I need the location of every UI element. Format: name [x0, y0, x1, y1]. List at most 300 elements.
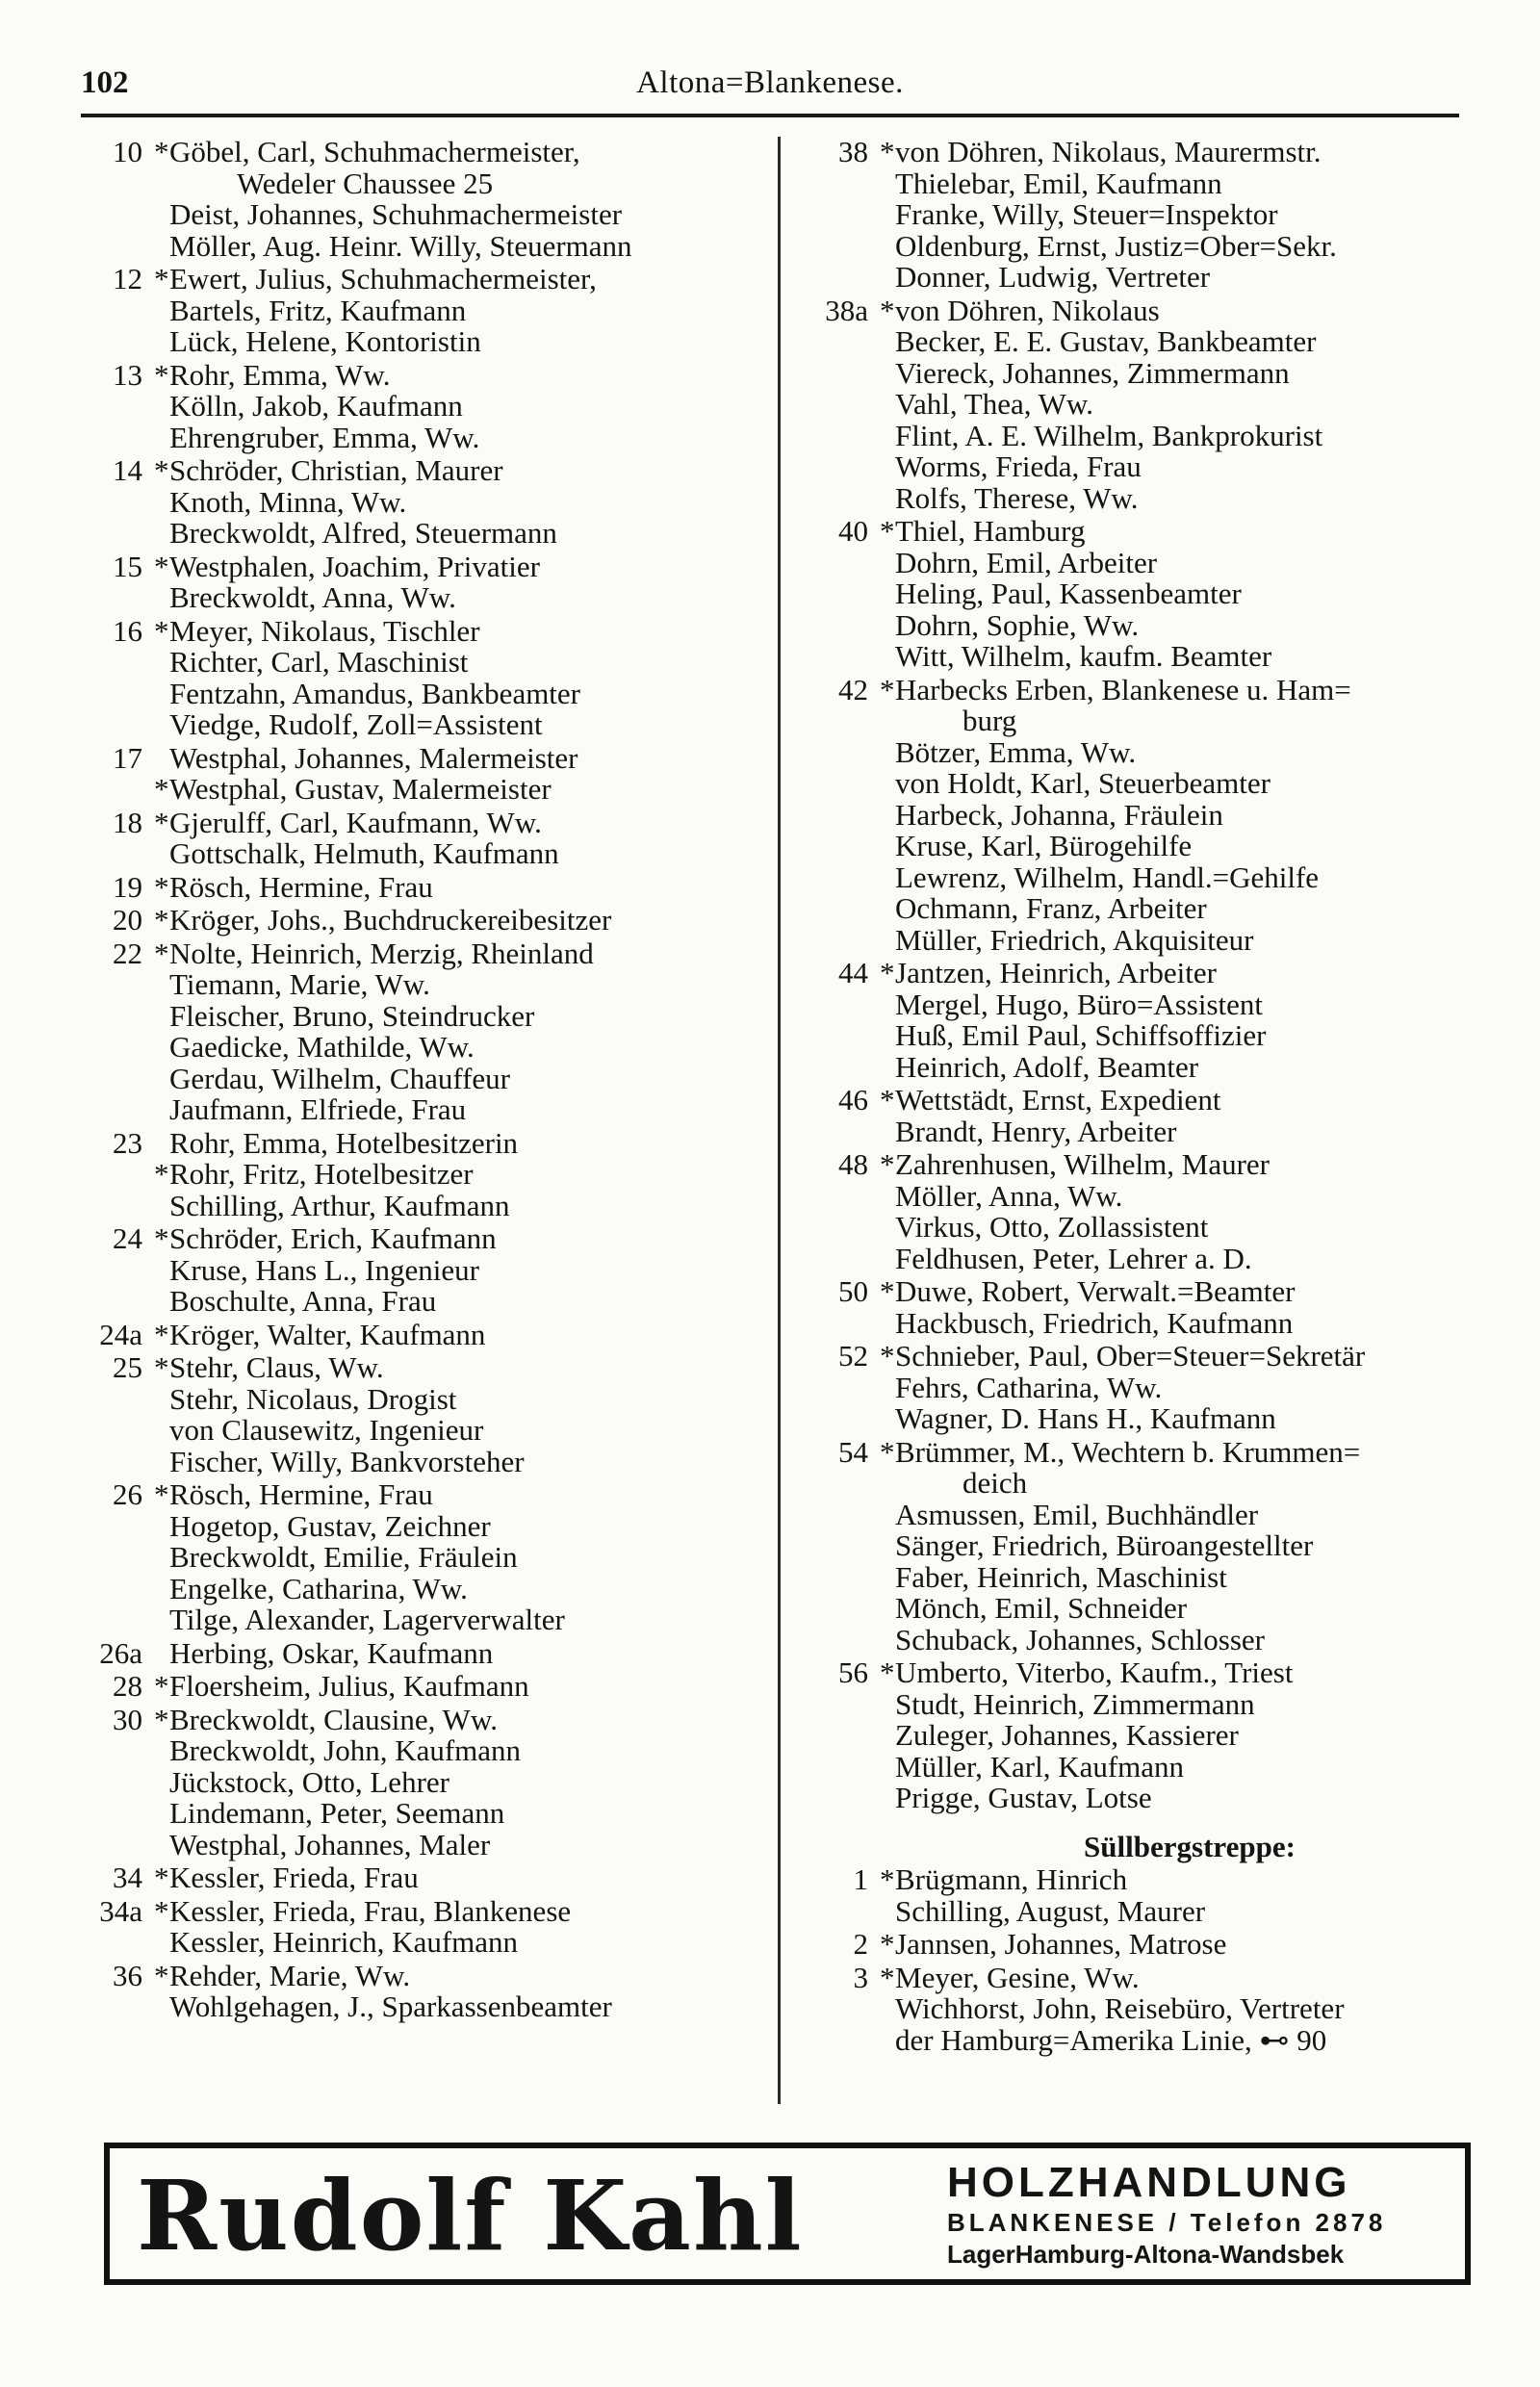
- directory-entry: [87, 1508, 760, 1543]
- directory-entry: [87, 1317, 760, 1351]
- running-title: Altona=Blankenese.: [636, 65, 904, 100]
- directory-entry: [87, 740, 760, 775]
- directory-entry: [805, 1085, 1478, 1116]
- resident-text: Asmussen, Emil, Buchhändler: [895, 1497, 1259, 1531]
- resident-text: Boschulte, Anna, Frau: [169, 1284, 437, 1318]
- resident-text: Lindemann, Peter, Seemann: [169, 1796, 505, 1830]
- house-number: 40: [838, 514, 868, 548]
- resident-text: Schilling, Arthur, Kaufmann: [169, 1188, 510, 1222]
- house-number: 10: [113, 135, 142, 168]
- directory-entry: [87, 1735, 760, 1767]
- directory-entry: [805, 1749, 1478, 1784]
- house-number: 28: [113, 1669, 142, 1703]
- house-number: 56: [838, 1656, 868, 1689]
- resident-text: Bötzer, Emma, Ww.: [895, 734, 1137, 769]
- resident-text: Breckwoldt, Anna, Ww.: [169, 580, 456, 614]
- resident-text: Zuleger, Johannes, Kassierer: [895, 1718, 1239, 1752]
- resident-text: Tilge, Alexander, Lagerverwalter: [169, 1603, 565, 1636]
- directory-entry: [805, 1960, 1478, 1994]
- resident-text: Sänger, Friedrich, Büroangestellter: [895, 1528, 1314, 1562]
- directory-entry: [805, 516, 1478, 548]
- resident-text: Fischer, Willy, Bankvorsteher: [169, 1444, 525, 1478]
- directory-entry: [805, 1341, 1478, 1373]
- directory-entry: [87, 1188, 760, 1222]
- resident-text: Viereck, Johannes, Zimmermann: [895, 355, 1290, 390]
- resident-text: Lück, Helene, Kontoristin: [169, 324, 481, 358]
- resident-text: Oldenburg, Ernst, Justiz=Ober=Sekr.: [895, 228, 1337, 263]
- resident-text: Rösch, Hermine, Frau: [169, 869, 433, 904]
- directory-entry: [87, 199, 760, 231]
- resident-text: von Döhren, Nikolaus: [895, 293, 1160, 327]
- directory-entry: [87, 676, 760, 710]
- directory-entry: [87, 969, 760, 1001]
- resident-text: Brügmann, Hinrich: [895, 1862, 1128, 1896]
- resident-text: Rohr, Emma, Hotelbesitzerin: [169, 1125, 519, 1160]
- resident-text: deich: [962, 1466, 1028, 1500]
- directory-entry: [87, 1958, 760, 1992]
- directory-entry: [87, 582, 760, 614]
- directory-entry: [87, 1444, 760, 1478]
- owner-marker: *: [154, 805, 169, 839]
- right-column-entries: [805, 137, 1478, 1814]
- owner-marker: *: [154, 1317, 169, 1351]
- owner-marker: *: [880, 1927, 895, 1961]
- directory-entry: [805, 862, 1478, 894]
- resident-text: Herbing, Oskar, Kaufmann: [169, 1635, 494, 1670]
- resident-text: Becker, E. E. Gustav, Bankbeamter: [895, 324, 1317, 358]
- owner-marker: *: [880, 1960, 895, 1994]
- owner-marker: *: [154, 1861, 169, 1894]
- resident-text: Fleischer, Bruno, Steindrucker: [169, 998, 535, 1033]
- directory-entry: [87, 1542, 760, 1574]
- directory-entry: [87, 1352, 760, 1384]
- owner-marker: *: [154, 936, 169, 970]
- directory-entry: [805, 672, 1478, 706]
- resident-text: Meyer, Nikolaus, Tischler: [169, 613, 480, 648]
- resident-text: Heinrich, Adolf, Beamter: [895, 1049, 1199, 1084]
- directory-entry: [805, 1530, 1478, 1562]
- directory-entry: [87, 1702, 760, 1736]
- directory-entry: [805, 1212, 1478, 1244]
- directory-entry: [87, 1635, 760, 1670]
- directory-entry: [805, 641, 1478, 673]
- directory-entry: [87, 1252, 760, 1287]
- directory-entry: [87, 137, 760, 168]
- resident-text: Breckwoldt, John, Kaufmann: [169, 1733, 522, 1767]
- house-number: 52: [838, 1339, 868, 1373]
- directory-entry: [87, 1764, 760, 1799]
- directory-entry: [805, 199, 1478, 231]
- resident-text: Witt, Wilhelm, kaufm. Beamter: [895, 639, 1272, 673]
- directory-entry: [87, 998, 760, 1033]
- directory-entry: [87, 228, 760, 263]
- directory-entry: [87, 1927, 760, 1959]
- business-type: HOLZHANDLUNG: [947, 2159, 1351, 2206]
- resident-text: Kruse, Hans L., Ingenieur: [169, 1252, 479, 1287]
- directory-entry: [87, 295, 760, 327]
- owner-marker: *: [880, 1147, 895, 1181]
- owner-marker: *: [880, 1339, 895, 1373]
- directory-entry: [87, 357, 760, 392]
- resident-text: Viedge, Rudolf, Zoll=Assistent: [169, 707, 543, 741]
- resident-text: Möller, Aug. Heinr. Willy, Steuermann: [169, 228, 632, 263]
- resident-text: Mönch, Emil, Schneider: [895, 1591, 1188, 1625]
- directory-entry: [805, 1434, 1478, 1469]
- owner-marker: *: [880, 1862, 895, 1896]
- resident-text: Gerdau, Wilhelm, Chauffeur: [169, 1061, 511, 1095]
- directory-entry: [805, 1049, 1478, 1084]
- owner-marker: *: [154, 1157, 169, 1191]
- owner-marker: *: [154, 1702, 169, 1736]
- resident-text: Prigge, Gustav, Lotse: [895, 1781, 1152, 1814]
- location-phone: BLANKENESE / Telefon 2878: [947, 2208, 1387, 2237]
- house-number: 12: [113, 262, 142, 295]
- house-number: 34a: [99, 1893, 142, 1928]
- resident-text: Kröger, Johs., Buchdruckereibesitzer: [169, 903, 612, 937]
- resident-text: Jückstock, Otto, Lehrer: [169, 1764, 449, 1799]
- house-number: 46: [838, 1083, 868, 1116]
- house-number: 54: [838, 1434, 868, 1469]
- resident-text: der Hamburg=Amerika Linie, ⊷ 90: [895, 2022, 1327, 2057]
- owner-marker: *: [880, 135, 895, 168]
- owner-marker: *: [154, 903, 169, 937]
- directory-entry: [87, 1571, 760, 1605]
- resident-text: Floersheim, Julius, Kaufmann: [169, 1669, 529, 1703]
- resident-text: Rehder, Marie, Ww.: [169, 1958, 411, 1992]
- directory-entry: [87, 1094, 760, 1126]
- owner-marker: *: [154, 1669, 169, 1703]
- directory-entry: [87, 420, 760, 454]
- house-number: 50: [838, 1274, 868, 1308]
- resident-text: Dohrn, Emil, Arbeiter: [895, 545, 1158, 579]
- resident-text: Hackbusch, Friedrich, Kaufmann: [895, 1305, 1294, 1340]
- resident-text: Fentzahn, Amandus, Bankbeamter: [169, 676, 581, 710]
- directory-entry: [805, 228, 1478, 263]
- directory-entry: [805, 545, 1478, 579]
- resident-text: Meyer, Gesine, Ww.: [895, 1960, 1140, 1994]
- directory-entry: [87, 326, 760, 358]
- resident-text: Virkus, Otto, Zollassistent: [895, 1210, 1209, 1244]
- resident-text: Westphalen, Joachim, Privatier: [169, 549, 540, 583]
- resident-text: Ewert, Julius, Schuhmachermeister,: [169, 262, 597, 295]
- resident-text: Thielebar, Emil, Kaufmann: [895, 166, 1222, 200]
- house-number: 22: [113, 936, 142, 970]
- owner-marker: *: [880, 293, 895, 327]
- house-number: 1: [853, 1862, 868, 1896]
- directory-entry: [87, 168, 760, 200]
- house-number: 44: [838, 956, 868, 989]
- house-number: 3: [853, 1960, 868, 1994]
- owner-marker: *: [880, 1434, 895, 1469]
- resident-text: Huß, Emil Paul, Schiffsoffizier: [895, 1018, 1267, 1052]
- directory-entry: [805, 2022, 1478, 2057]
- resident-text: Knoth, Minna, Ww.: [169, 484, 407, 519]
- directory-entry: [805, 137, 1478, 168]
- resident-text: Schnieber, Paul, Ober=Steuer=Sekretär: [895, 1339, 1366, 1373]
- directory-entry: [805, 1305, 1478, 1340]
- house-number: 20: [113, 903, 142, 937]
- page-header: [81, 60, 1459, 110]
- resident-text: Flint, A. E. Wilhelm, Bankprokurist: [895, 418, 1323, 452]
- resident-text: Stehr, Claus, Ww.: [169, 1350, 384, 1384]
- owner-marker: *: [880, 1083, 895, 1116]
- directory-entry: [805, 893, 1478, 925]
- directory-entry: [87, 1862, 760, 1894]
- directory-entry: [805, 831, 1478, 862]
- directory-entry: [805, 797, 1478, 832]
- directory-entry: [805, 355, 1478, 390]
- resident-text: Möller, Anna, Ww.: [895, 1178, 1123, 1213]
- directory-entry: [805, 989, 1478, 1021]
- owner-marker: *: [880, 1274, 895, 1308]
- directory-entry: [87, 1061, 760, 1095]
- owner-marker: *: [154, 549, 169, 583]
- resident-text: burg: [962, 704, 1017, 737]
- resident-text: Hogetop, Gustav, Zeichner: [169, 1508, 491, 1543]
- resident-text: Rohr, Fritz, Hotelbesitzer: [169, 1157, 474, 1191]
- owner-marker: *: [154, 613, 169, 648]
- directory-entry: [805, 1686, 1478, 1721]
- resident-text: Kessler, Frieda, Frau, Blankenese: [169, 1893, 572, 1928]
- resident-text: Rohr, Emma, Ww.: [169, 357, 391, 392]
- directory-entry: [87, 709, 760, 741]
- resident-text: Breckwoldt, Clausine, Ww.: [169, 1702, 498, 1736]
- section-heading: Süllbergstreppe:: [1084, 1829, 1296, 1863]
- house-number: 38a: [825, 293, 868, 327]
- directory-entry: [805, 1497, 1478, 1531]
- resident-text: Donner, Ludwig, Vertreter: [895, 260, 1211, 294]
- house-number: 30: [113, 1702, 142, 1736]
- house-number: 18: [113, 805, 142, 839]
- house-number: 38: [838, 135, 868, 168]
- resident-text: Müller, Friedrich, Akquisiteur: [895, 922, 1254, 957]
- resident-text: Harbeck, Johanna, Fräulein: [895, 797, 1223, 832]
- resident-text: Schröder, Erich, Kaufmann: [169, 1221, 497, 1255]
- advertiser-name: Rudolf Kahl: [137, 2159, 804, 2272]
- resident-text: Breckwoldt, Emilie, Fräulein: [169, 1540, 518, 1574]
- directory-entry: [87, 869, 760, 904]
- resident-text: Schuback, Johannes, Schlosser: [895, 1622, 1265, 1656]
- resident-text: Kessler, Frieda, Frau: [169, 1861, 419, 1894]
- resident-text: Gjerulff, Carl, Kaufmann, Ww.: [169, 805, 542, 839]
- house-number: 48: [838, 1147, 868, 1181]
- house-number: 36: [113, 1958, 142, 1992]
- resident-text: Göbel, Carl, Schuhmachermeister,: [169, 135, 580, 168]
- resident-text: von Clausewitz, Ingenieur: [169, 1413, 484, 1447]
- directory-entry: [805, 262, 1478, 294]
- resident-text: Jannsen, Johannes, Matrose: [895, 1927, 1227, 1961]
- resident-text: Thiel, Hamburg: [895, 514, 1086, 548]
- resident-text: Wichhorst, John, Reisebüro, Vertreter: [895, 1991, 1345, 2025]
- advertisement-details: [947, 2160, 1457, 2270]
- owner-marker: *: [154, 453, 169, 487]
- resident-text: Breckwoldt, Alfred, Steuermann: [169, 516, 557, 550]
- resident-text: Jaufmann, Elfriede, Frau: [169, 1092, 467, 1126]
- house-number: 2: [853, 1927, 868, 1961]
- resident-text: Richter, Carl, Maschinist: [169, 645, 469, 679]
- resident-text: Bartels, Fritz, Kaufmann: [169, 293, 467, 327]
- section-entries: [805, 1864, 1478, 2056]
- directory-entry: [87, 391, 760, 423]
- directory-entry: [87, 1798, 760, 1830]
- directory-entry: [87, 805, 760, 839]
- owner-marker: *: [154, 357, 169, 392]
- resident-text: Müller, Karl, Kaufmann: [895, 1749, 1185, 1784]
- directory-entry: [87, 518, 760, 550]
- directory-entry: [87, 905, 760, 937]
- resident-text: von Holdt, Karl, Steuerbeamter: [895, 766, 1270, 800]
- house-number: 42: [838, 672, 868, 706]
- resident-text: Schröder, Christian, Maurer: [169, 453, 503, 487]
- resident-text: Dohrn, Sophie, Ww.: [895, 607, 1140, 642]
- directory-entry: [805, 1559, 1478, 1594]
- owner-marker: *: [154, 1350, 169, 1384]
- directory-entry: [87, 1827, 760, 1861]
- directory-entry: [805, 1241, 1478, 1275]
- directory-entry: [805, 734, 1478, 769]
- advertisement-box: [104, 2143, 1471, 2285]
- page-number: 102: [81, 65, 129, 100]
- resident-text: Brandt, Henry, Arbeiter: [895, 1114, 1177, 1148]
- directory-entry: [805, 1622, 1478, 1656]
- directory-entry: [87, 1223, 760, 1255]
- directory-entry: [805, 1657, 1478, 1689]
- house-number: 34: [113, 1861, 142, 1894]
- directory-entry: [805, 607, 1478, 642]
- directory-entry: [805, 451, 1478, 483]
- directory-entry: [805, 922, 1478, 957]
- resident-text: Brümmer, M., Wechtern b. Krummen=: [895, 1434, 1361, 1469]
- directory-entry: [87, 838, 760, 870]
- directory-entry: [805, 1783, 1478, 1814]
- resident-text: Gaedicke, Mathilde, Ww.: [169, 1030, 475, 1064]
- owner-marker: *: [880, 956, 895, 989]
- directory-entry: [87, 549, 760, 583]
- house-number: 15: [113, 549, 142, 583]
- directory-entry: [87, 1286, 760, 1318]
- house-number: 13: [113, 357, 142, 392]
- resident-text: Harbecks Erben, Blankenese u. Ham=: [895, 672, 1351, 706]
- right-column: [805, 135, 1478, 2056]
- directory-entry: [805, 1720, 1478, 1752]
- owner-marker: *: [154, 262, 169, 295]
- directory-entry: [805, 1020, 1478, 1052]
- directory-entry: [87, 1381, 760, 1416]
- resident-text: Worms, Frieda, Frau: [895, 449, 1142, 483]
- column-divider: [778, 137, 781, 2104]
- house-number: 24a: [99, 1317, 142, 1351]
- house-number: 19: [113, 869, 142, 904]
- owner-marker: *: [880, 514, 895, 548]
- house-number: 26: [113, 1477, 142, 1511]
- owner-marker: *: [154, 869, 169, 904]
- house-number: 16: [113, 613, 142, 648]
- directory-entry: [805, 1149, 1478, 1181]
- directory-entry: [87, 1032, 760, 1064]
- warehouse-locations: LagerHamburg-Altona-Wandsbek: [947, 2240, 1345, 2269]
- directory-entry: [805, 418, 1478, 452]
- directory-entry: [805, 389, 1478, 421]
- directory-entry: [805, 1116, 1478, 1148]
- resident-text: Lewrenz, Wilhelm, Handl.=Gehilfe: [895, 860, 1320, 894]
- resident-text: Duwe, Robert, Verwalt.=Beamter: [895, 1274, 1296, 1308]
- resident-text: Ehrengruber, Emma, Ww.: [169, 420, 480, 454]
- owner-marker: *: [154, 772, 169, 806]
- directory-entry: [87, 1125, 760, 1160]
- directory-entry: [805, 1370, 1478, 1404]
- resident-text: Kölln, Jakob, Kaufmann: [169, 389, 463, 423]
- directory-entry: [87, 484, 760, 519]
- directory-entry: [805, 168, 1478, 200]
- directory-entry: [87, 455, 760, 487]
- directory-entry: [805, 1893, 1478, 1928]
- resident-text: Faber, Heinrich, Maschinist: [895, 1559, 1227, 1594]
- directory-entry: [805, 1276, 1478, 1308]
- resident-text: Ochmann, Franz, Arbeiter: [895, 891, 1207, 925]
- resident-text: Mergel, Hugo, Büro=Assistent: [895, 987, 1264, 1021]
- resident-text: von Döhren, Nikolaus, Maurermstr.: [895, 135, 1322, 168]
- directory-entry: [87, 938, 760, 970]
- directory-entry: [87, 647, 760, 679]
- resident-text: Deist, Johannes, Schuhmachermeister: [169, 197, 623, 231]
- directory-entry: [87, 1159, 760, 1191]
- house-number: 25: [113, 1350, 142, 1384]
- resident-text: Umberto, Viterbo, Kaufm., Triest: [895, 1656, 1294, 1689]
- directory-entry: [87, 264, 760, 295]
- directory-entry: [87, 774, 760, 806]
- resident-text: Wagner, D. Hans H., Kaufmann: [895, 1401, 1276, 1435]
- resident-text: Kröger, Walter, Kaufmann: [169, 1317, 486, 1351]
- house-number: 26a: [99, 1635, 142, 1670]
- resident-text: Franke, Willy, Steuer=Inspektor: [895, 197, 1278, 231]
- owner-marker: *: [154, 1221, 169, 1255]
- resident-text: Kruse, Karl, Bürogehilfe: [895, 829, 1193, 862]
- owner-marker: *: [880, 672, 895, 706]
- directory-entry: [805, 1864, 1478, 1896]
- resident-text: Studt, Heinrich, Zimmermann: [895, 1686, 1255, 1721]
- directory-entry: [805, 1468, 1478, 1500]
- resident-text: Vahl, Thea, Ww.: [895, 387, 1094, 421]
- header-rule: [81, 114, 1459, 117]
- resident-text: Gottschalk, Helmuth, Kaufmann: [169, 836, 559, 870]
- resident-text: Stehr, Nicolaus, Drogist: [169, 1381, 457, 1416]
- owner-marker: *: [880, 1656, 895, 1689]
- owner-marker: *: [154, 1477, 169, 1511]
- resident-text: Wettstädt, Ernst, Expedient: [895, 1083, 1221, 1116]
- directory-entry: [805, 1178, 1478, 1213]
- owner-marker: *: [154, 1893, 169, 1928]
- directory-entry: [805, 326, 1478, 358]
- directory-entry: [805, 295, 1478, 327]
- directory-entry: [805, 706, 1478, 737]
- directory-entry: [87, 1893, 760, 1928]
- resident-text: Westphal, Johannes, Malermeister: [169, 740, 578, 775]
- directory-entry: [87, 613, 760, 648]
- owner-marker: *: [154, 135, 169, 168]
- resident-text: Rösch, Hermine, Frau: [169, 1477, 433, 1511]
- house-number: 23: [113, 1125, 142, 1160]
- house-number: 24: [113, 1221, 142, 1255]
- resident-text: Westphal, Johannes, Maler: [169, 1827, 491, 1861]
- resident-text: Wedeler Chaussee 25: [237, 166, 494, 200]
- directory-entry: [87, 1479, 760, 1511]
- directory-entry: [87, 1604, 760, 1636]
- resident-text: Jantzen, Heinrich, Arbeiter: [895, 956, 1217, 989]
- owner-marker: *: [154, 1958, 169, 1992]
- directory-entry: [87, 1415, 760, 1447]
- resident-text: Nolte, Heinrich, Merzig, Rheinland: [169, 936, 594, 970]
- resident-text: Fehrs, Catharina, Ww.: [895, 1370, 1163, 1404]
